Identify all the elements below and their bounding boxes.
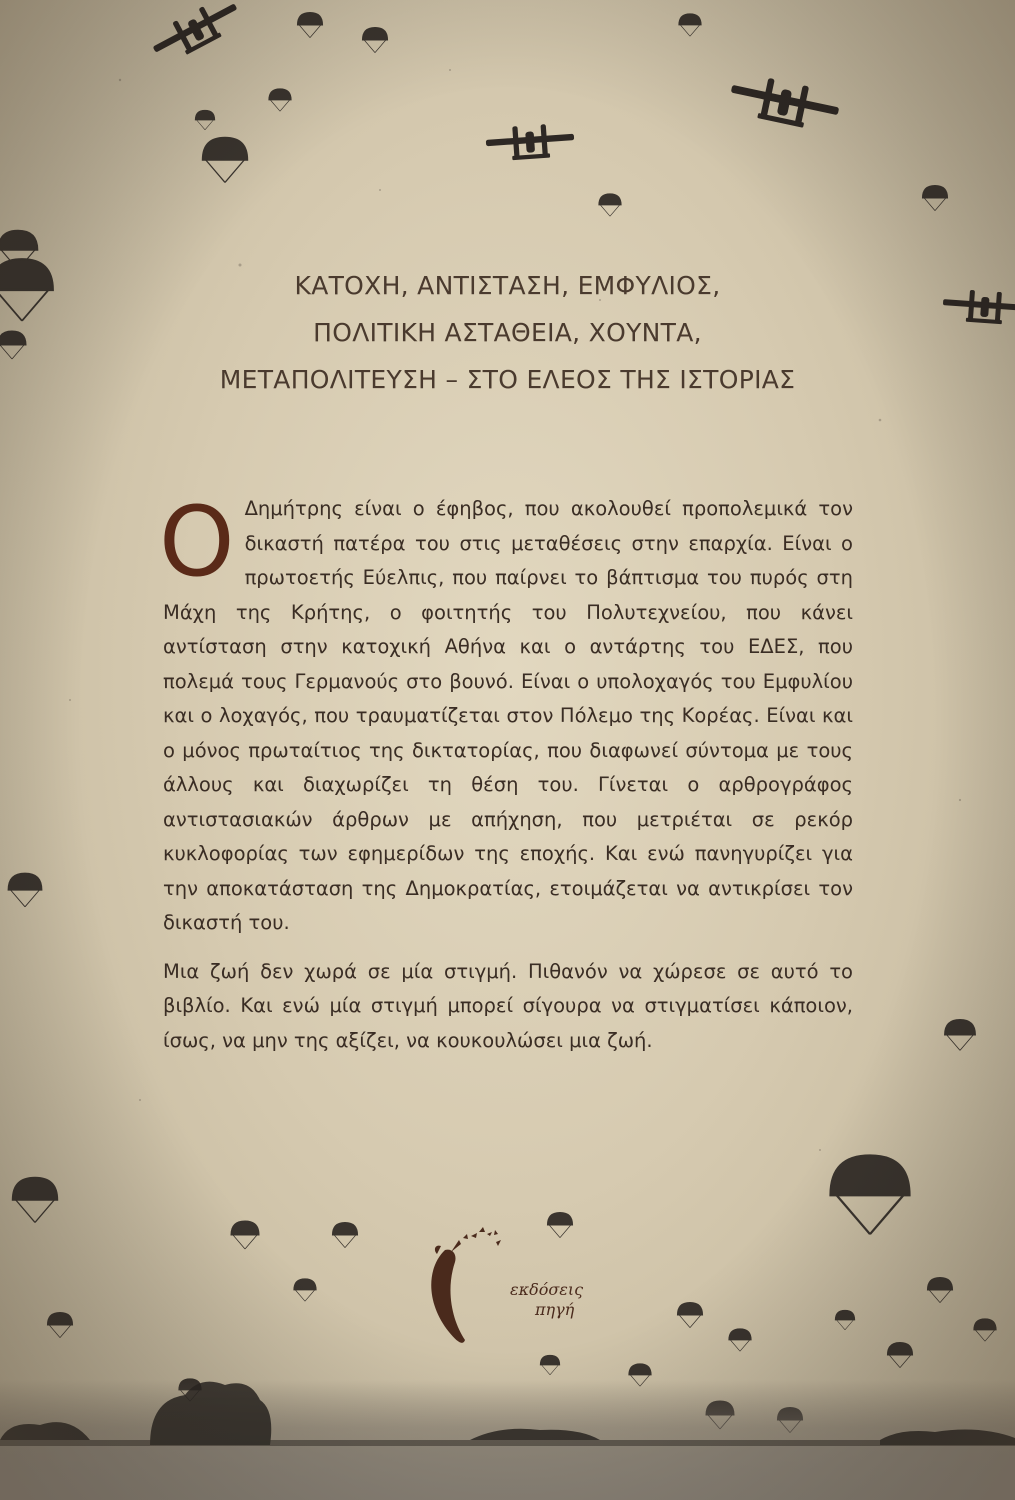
synopsis-paragraph-text: Δημήτρης είναι ο έφηβος, που ακολουθεί προπολεμικά τον δικαστή πατέρα του στις μεταθέσεις στην επαρχία. Είναι ο πρωτοετής Εύελπις, που παίρνει το βάπτισμα του πυρός στη Μάχη της Κρήτης, ο φοιτητής του Πολυτεχνείου, που κάνει αντίσταση στην κατοχική Αθήνα και ο αντάρτης του ΕΔΕΣ, που πολεμά τους Γερμανούς στο βουνό. Είναι ο υπολοχαγός του Εμφυλίου και ο λοχαγός, που τραυματίζεται στον Πόλεμο της Κορέας. Είναι και ο μόνος πρωταίτιος της δικτατορίας, που διαφωνεί σύντομα με τους άλλους και διαχωρίζει τη θέση του. Γίνεται ο αρθρογράφος αντιστασιακών άρθρων με απήχηση, που μετριέται σε ρεκόρ κυκλοφορίας των εφημερίδων της εποχής. Και ενώ πανηγυρίζει για την αποκατάσταση της Δημοκρατίας, ετοιμάζεται να αντικρίσει τον δικαστή του. xyxy=(163,497,853,934)
publisher-name-line2: πηγή xyxy=(535,1300,575,1319)
headline-tagline xyxy=(100,262,915,403)
headline-line: ΚΑΤΟΧΗ, ΑΝΤΙΣΤΑΣΗ, ΕΜΦΥΛΙΟΣ, xyxy=(294,271,721,300)
publisher-name-line1: εκδόσεις xyxy=(510,1280,584,1299)
headline-line: ΠΟΛΙΤΙΚΗ ΑΣΤΑΘΕΙΑ, ΧΟΥΝΤΑ, xyxy=(313,318,702,347)
synopsis xyxy=(159,486,853,1072)
synopsis-paragraph xyxy=(159,486,853,941)
feather-bird-logo-icon xyxy=(415,1222,505,1347)
synopsis-paragraph: Μια ζωή δεν χωρά σε μία στιγμή. Πιθανόν να χώρεσε σε αυτό το βιβλίο. Και ενώ μία στιγμή μπορεί σίγουρα να στιγματίσει κάποιον, ίσως, να μην της αξίζει, να κουκουλώσει μια ζωή. xyxy=(163,959,853,1052)
publisher-logo xyxy=(415,1222,615,1347)
headline-line: ΜΕΤΑΠΟΛΙΤΕΥΣΗ – ΣΤΟ ΕΛΕΟΣ ΤΗΣ ΙΣΤΟΡΙΑΣ xyxy=(219,365,796,394)
drop-cap: Ο xyxy=(159,486,235,598)
